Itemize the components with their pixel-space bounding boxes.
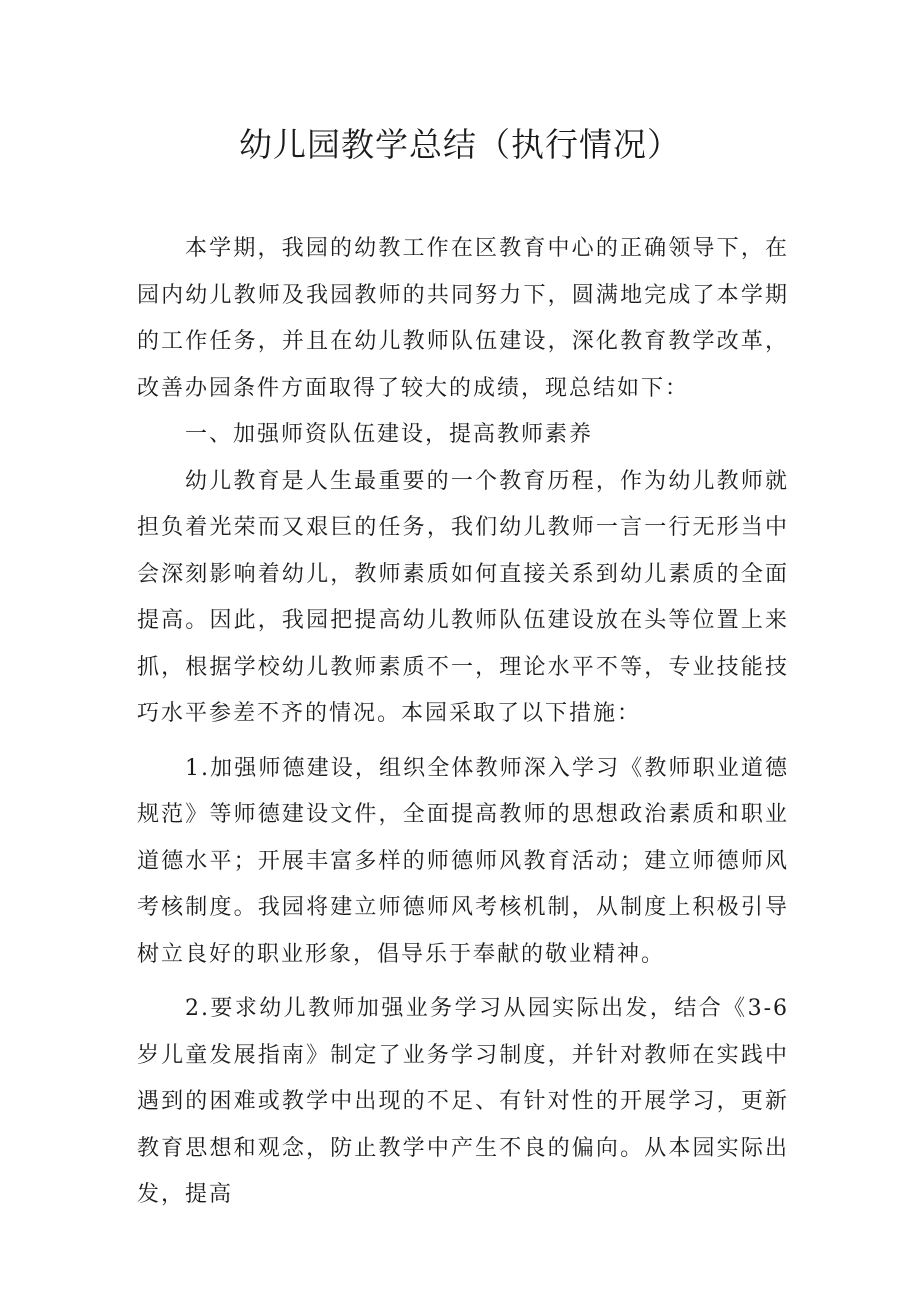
paragraph-intro: 本学期，我园的幼教工作在区教育中心的正确领导下，在园内幼儿教师及我园教师的共同努力下，圆满地完成了本学期的工作任务，并且在幼儿教师队伍建设，深化教育教学改革，改善办园条件方面取得了较大的成绩，现总结如下： [137,236,789,401]
paragraph-measure-1: 1.加强师德建设，组织全体教师深入学习《教师职业道德规范》等师德建设文件，全面提高教师的思想政治素质和职业道德水平；开展丰富多样的师德师风教育活动；建立师德师风考核制度。我园将建立师德师风考核机制，从制度上积极引导树立良好的职业形象，倡导乐于奉献的敬业精神。 [137,755,789,967]
paragraph-measure-2: 2.要求幼儿教师加强业务学习从园实际出发，结合《3-6岁儿童发展指南》制定了业务学习制度，并针对教师在实践中遇到的困难或教学中出现的不足、有针对性的开展学习，更新教育思想和观念，防止教学中产生不良的偏向。从本园实际出发，提高 [137,996,789,1207]
document-title: 幼儿园教学总结（执行情况） [239,125,681,164]
paragraph-teacher-quality: 幼儿教育是人生最重要的一个教育历程，作为幼儿教师就担负着光荣而又艰巨的任务，我们幼儿教师一言一行无形当中会深刻影响着幼儿，教师素质如何直接关系到幼儿素质的全面提高。因此，我园把提高幼儿教师队伍建设放在头等位置上来抓，根据学校幼儿教师素质不一，理论水平不等，专业技能技巧水平参差不齐的情况。本园采取了以下措施： [137,468,789,726]
section-heading: 一、加强师资队伍建设，提高教师素养 [185,422,594,447]
document-body [137,226,789,1219]
